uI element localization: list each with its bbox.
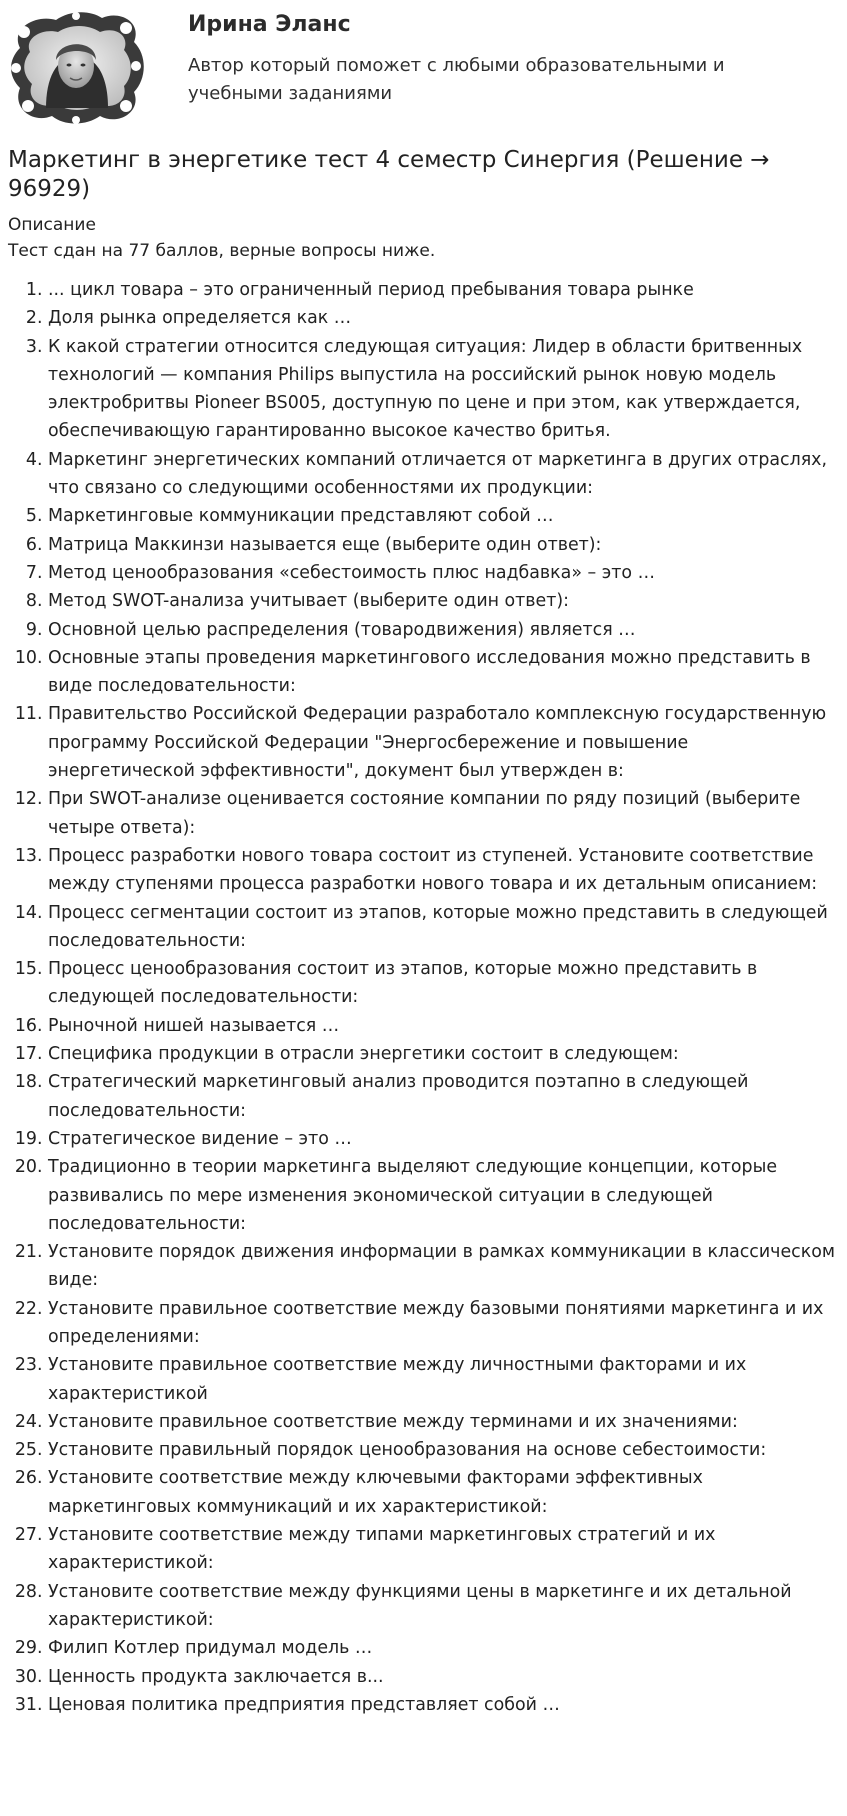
question-item: 11. Правительство Российской Федерации разработало комплексную государственную программу Российской Федерации "Энергосбережение и повышение энергетической эффективности", документ был утвержден в:: [48, 700, 839, 785]
question-item: 12. При SWOT-анализе оценивается состояние компании по ряду позиций (выберите четыре ответа):: [48, 785, 839, 842]
author-info: [188, 8, 788, 108]
question-item: 1. ... цикл товара – это ограниченный период пребывания товара рынке: [48, 276, 839, 304]
question-item: 20. Традиционно в теории маркетинга выделяют следующие концепции, которые развивались по мере изменения экономической ситуации в следующей последовательности:: [48, 1153, 839, 1238]
question-item: 24. Установите правильное соответствие между терминами и их значениями:: [48, 1408, 839, 1436]
question-item: 30. Ценность продукта заключается в...: [48, 1663, 839, 1691]
question-item: 10. Основные этапы проведения маркетингового исследования можно представить в виде последовательности:: [48, 644, 839, 701]
question-item: 21. Установите порядок движения информации в рамках коммуникации в классическом виде:: [48, 1238, 839, 1295]
question-item: 7. Метод ценообразования «себестоимость плюс надбавка» – это …: [48, 559, 839, 587]
question-item: 14. Процесс сегментации состоит из этапов, которые можно представить в следующей последовательности:: [48, 899, 839, 956]
question-item: 3. К какой стратегии относится следующая ситуация: Лидер в области бритвенных технологий — компания Philips выпустила на российский рынок новую модель электробритвы Pioneer BS005, доступную по цене и при этом, как утверждается, обеспечивающую гарантированно высокое качество бритья.: [48, 333, 839, 446]
question-item: 4. Маркетинг энергетических компаний отличается от маркетинга в других отраслях, что связано со следующими особенностями их продукции:: [48, 446, 839, 503]
question-item: 25. Установите правильный порядок ценообразования на основе себестоимости:: [48, 1436, 839, 1464]
question-item: 19. Стратегическое видение – это …: [48, 1125, 839, 1153]
question-item: 8. Метод SWOT-анализа учитывает (выберите один ответ):: [48, 587, 839, 615]
question-item: 5. Маркетинговые коммуникации представляют собой …: [48, 502, 839, 530]
question-item: 28. Установите соответствие между функциями цены в маркетинге и их детальной характеристикой:: [48, 1578, 839, 1635]
description-label: Описание: [8, 215, 96, 235]
question-item: 26. Установите соответствие между ключевыми факторами эффективных маркетинговых коммуникаций и их характеристикой:: [48, 1464, 839, 1521]
question-item: 17. Специфика продукции в отрасли энергетики состоит в следующем:: [48, 1040, 839, 1068]
author-avatar[interactable]: [6, 8, 148, 126]
description-text: Тест сдан на 77 баллов, верные вопросы ниже.: [8, 241, 436, 261]
question-item: 31. Ценовая политика предприятия представляет собой …: [48, 1691, 839, 1719]
question-item: 9. Основной целью распределения (товародвижения) является …: [48, 616, 839, 644]
work-title: Маркетинг в энергетике тест 4 семестр Синергия (Решение → 96929): [8, 147, 770, 202]
question-item: 29. Филип Котлер придумал модель …: [48, 1634, 839, 1662]
author-name[interactable]: Ирина Эланс: [188, 12, 351, 37]
question-item: 22. Установите правильное соответствие между базовыми понятиями маркетинга и их определениями:: [48, 1295, 839, 1352]
author-card: [8, 0, 839, 120]
question-item: 16. Рыночной нишей называется …: [48, 1012, 839, 1040]
question-item: 6. Матрица Маккинзи называется еще (выберите один ответ):: [48, 531, 839, 559]
question-item: 27. Установите соответствие между типами маркетинговых стратегий и их характеристикой:: [48, 1521, 839, 1578]
question-item: 18. Стратегический маркетинговый анализ проводится поэтапно в следующей последовательности:: [48, 1068, 839, 1125]
question-item: 15. Процесс ценообразования состоит из этапов, которые можно представить в следующей последовательности:: [48, 955, 839, 1012]
question-item: 2. Доля рынка определяется как …: [48, 304, 839, 332]
question-item: 23. Установите правильное соответствие между личностными факторами и их характеристикой: [48, 1351, 839, 1408]
question-list: [8, 276, 839, 1719]
author-description: Автор который поможет с любыми образовательными и учебными заданиями: [188, 55, 725, 104]
question-item: 13. Процесс разработки нового товара состоит из ступеней. Установите соответствие между ступенями процесса разработки нового товара и их детальным описанием:: [48, 842, 839, 899]
